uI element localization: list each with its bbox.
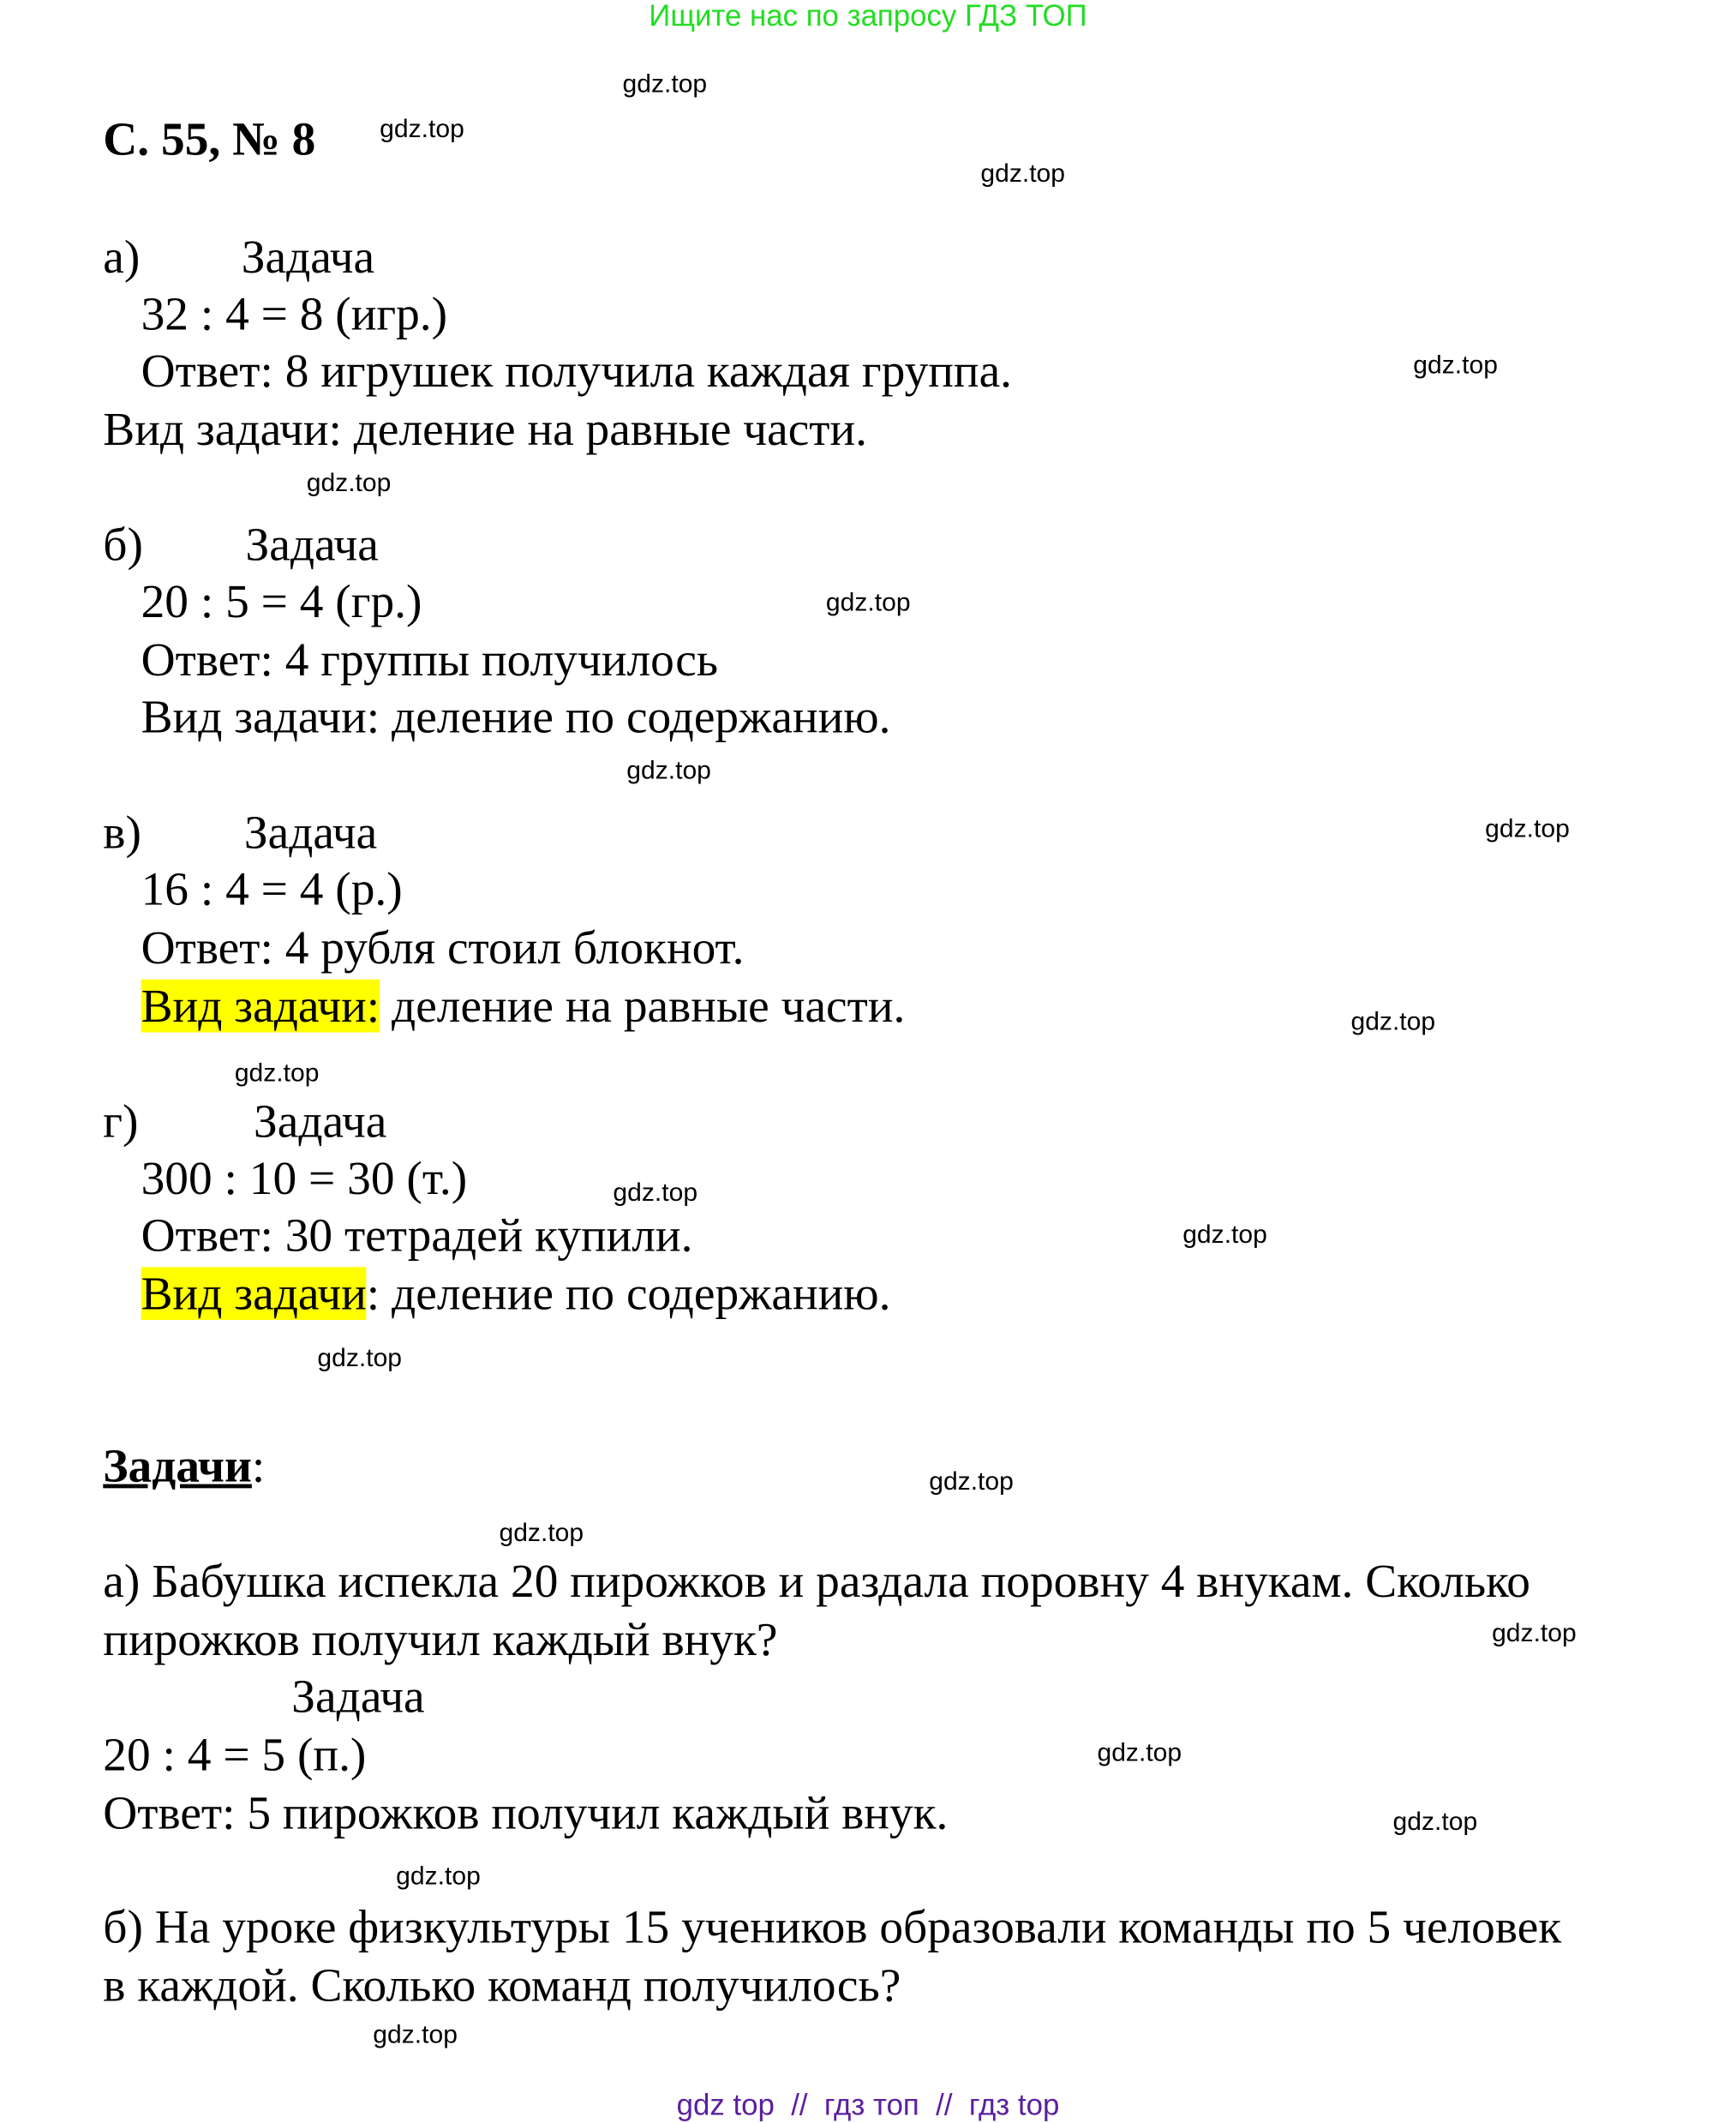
search-banner: Ищите нас по запросу ГДЗ ТОП [649, 0, 1087, 33]
watermark: gdz.top [929, 1467, 1014, 1496]
watermark: gdz.top [1413, 351, 1498, 381]
watermark: gdz.top [1350, 1008, 1436, 1037]
task-a-text-line2: пирожков получил каждый внук? [103, 1612, 778, 1666]
part-g-label: г) [103, 1094, 139, 1148]
part-a-answer: Ответ: 8 игрушек получила каждая группа. [141, 345, 1013, 398]
watermark: gdz.top [1492, 1619, 1577, 1649]
part-g-solution: 300 : 10 = 30 (т.) [141, 1151, 468, 1205]
watermark: gdz.top [396, 1862, 481, 1892]
part-b-solution: 20 : 5 = 4 (гр.) [141, 575, 422, 628]
part-v-heading: Задача [243, 806, 378, 859]
watermark: gdz.top [317, 1344, 403, 1373]
type-value: : деление по содержанию. [366, 1267, 891, 1321]
task-b-text-line1: б) На уроке физкультуры 15 учеников образовали команды по 5 человек [103, 1900, 1562, 1954]
part-g-type [141, 1267, 891, 1321]
watermark: gdz.top [306, 469, 392, 498]
watermark: gdz.top [825, 588, 911, 618]
tasks-heading-text: Задачи [103, 1439, 252, 1493]
part-b-heading: Задача [245, 518, 379, 572]
task-a-solution: 20 : 4 = 5 (п.) [103, 1728, 367, 1782]
highlighted-type-label: Вид задачи [141, 1267, 367, 1321]
watermark: gdz.top [1392, 1808, 1478, 1838]
task-b-text-line2: в каждой. Сколько команд получилось? [103, 1958, 901, 2012]
watermark: gdz.top [622, 70, 708, 99]
part-a-heading: Задача [241, 231, 375, 284]
watermark: gdz.top [373, 2021, 458, 2050]
part-b-label: б) [103, 518, 143, 572]
part-v-answer: Ответ: 4 рубля стоил блокнот. [141, 921, 745, 975]
part-v-solution: 16 : 4 = 4 (р.) [141, 862, 403, 916]
watermark: gdz.top [980, 159, 1066, 189]
type-value: деление на равные части. [380, 979, 906, 1033]
part-v-label: в) [103, 806, 141, 859]
tasks-heading-colon: : [251, 1439, 266, 1493]
watermark: gdz.top [499, 1519, 584, 1548]
part-a-label: а) [103, 231, 141, 284]
watermark: gdz.top [626, 757, 711, 786]
part-a-type: Вид задачи: деление на равные части. [103, 403, 868, 456]
task-a-heading: Задача [291, 1670, 425, 1724]
page-title: С. 55, № 8 [103, 112, 316, 166]
task-a-answer: Ответ: 5 пирожков получил каждый внук. [103, 1786, 949, 1840]
footer-links[interactable]: gdz top // гдз топ // гдз top [676, 2087, 1060, 2122]
part-g-heading: Задача [253, 1094, 387, 1148]
part-v-type [141, 980, 906, 1034]
part-b-answer: Ответ: 4 группы получилось [141, 633, 719, 687]
watermark: gdz.top [1182, 1220, 1267, 1250]
watermark: gdz.top [1485, 815, 1570, 844]
task-a-text-line1: а) Бабушка испекла 20 пирожков и раздала поровну 4 внукам. Сколько [103, 1554, 1530, 1608]
watermark: gdz.top [1097, 1739, 1182, 1768]
watermark: gdz.top [380, 115, 464, 144]
part-g-answer: Ответ: 30 тетрадей купили. [141, 1208, 693, 1262]
tasks-heading [103, 1439, 265, 1493]
part-b-type: Вид задачи: деление по содержанию. [141, 690, 891, 744]
watermark: gdz.top [234, 1059, 320, 1088]
watermark: gdz.top [613, 1178, 698, 1208]
part-a-solution: 32 : 4 = 8 (игр.) [141, 287, 448, 341]
highlighted-type-label: Вид задачи: [141, 979, 380, 1033]
